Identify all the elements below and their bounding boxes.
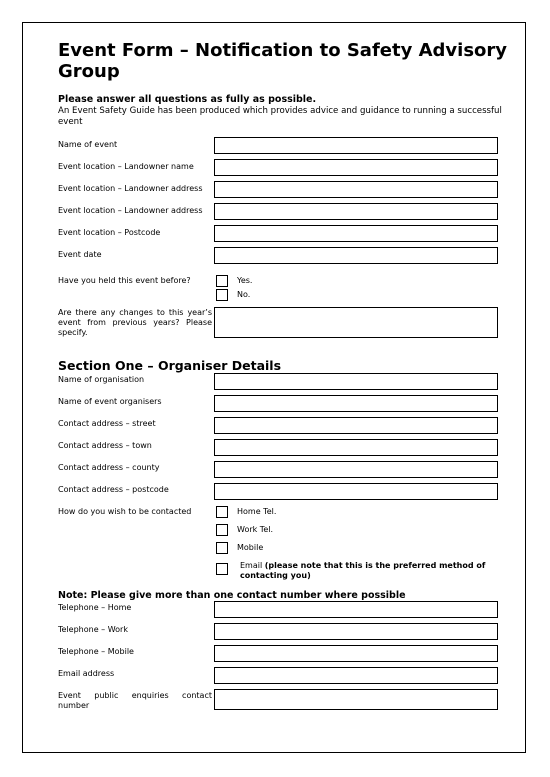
held-before-label: Have you held this event before? [58,276,191,285]
town-field[interactable] [214,439,498,456]
changes-label: Are there any changes to this year’s event from previous years? Please specify. [58,308,212,337]
organiser-postcode-label: Contact address – postcode [58,485,169,494]
instruction-text: An Event Safety Guide has been produced which provides advice and guidance to running a successful event [58,106,502,127]
landowner-address-field-2[interactable] [214,203,498,220]
work-tel-checkbox[interactable] [216,524,228,536]
home-tel-checkbox[interactable] [216,506,228,518]
telephone-work-label: Telephone – Work [58,625,128,634]
held-before-yes-checkbox[interactable] [216,275,228,287]
landowner-name-label: Event location – Landowner name [58,162,194,171]
organiser-postcode-field[interactable] [214,483,498,500]
contact-method-label: How do you wish to be contacted [58,507,192,516]
event-postcode-field[interactable] [214,225,498,242]
event-name-label: Name of event [58,140,118,149]
street-label: Contact address – street [58,419,156,428]
held-before-no-label: No. [237,290,251,299]
home-tel-label: Home Tel. [237,507,277,516]
event-date-label: Event date [58,250,102,259]
held-before-yes-label: Yes. [237,276,253,285]
county-label: Contact address – county [58,463,160,472]
organisers-field[interactable] [214,395,498,412]
town-label: Contact address – town [58,441,152,450]
contact-note: Note: Please give more than one contact number where possible [58,590,406,601]
street-field[interactable] [214,417,498,434]
telephone-home-label: Telephone – Home [58,603,132,612]
telephone-mobile-field[interactable] [214,645,498,662]
telephone-mobile-label: Telephone – Mobile [58,647,134,656]
event-date-field[interactable] [214,247,498,264]
email-option-note: (please note that this is the preferred method of contacting you) [240,561,486,580]
form-title: Event Form – Notification to Safety Advisory Group [58,40,508,82]
event-postcode-label: Event location – Postcode [58,228,161,237]
enquiries-label: Event public enquiries contact number [58,691,212,710]
mobile-checkbox[interactable] [216,542,228,554]
landowner-name-field[interactable] [214,159,498,176]
work-tel-label: Work Tel. [237,525,274,534]
email-option-label: Email [240,561,263,570]
event-name-field[interactable] [214,137,498,154]
organisers-label: Name of event organisers [58,397,162,406]
organisation-field[interactable] [214,373,498,390]
organisation-label: Name of organisation [58,375,145,384]
email-address-field[interactable] [214,667,498,684]
landowner-address-label-2: Event location – Landowner address [58,206,203,215]
email-checkbox[interactable] [216,563,228,575]
landowner-address-label-1: Event location – Landowner address [58,184,203,193]
changes-field[interactable] [214,307,498,338]
email-address-label: Email address [58,669,115,678]
held-before-no-checkbox[interactable] [216,289,228,301]
landowner-address-field-1[interactable] [214,181,498,198]
instruction-bold: Please answer all questions as fully as possible. [58,94,317,105]
telephone-home-field[interactable] [214,601,498,618]
enquiries-field[interactable] [214,689,498,710]
mobile-label: Mobile [237,543,264,552]
telephone-work-field[interactable] [214,623,498,640]
section-one-title: Section One – Organiser Details [58,358,282,373]
email-option [240,561,502,581]
county-field[interactable] [214,461,498,478]
